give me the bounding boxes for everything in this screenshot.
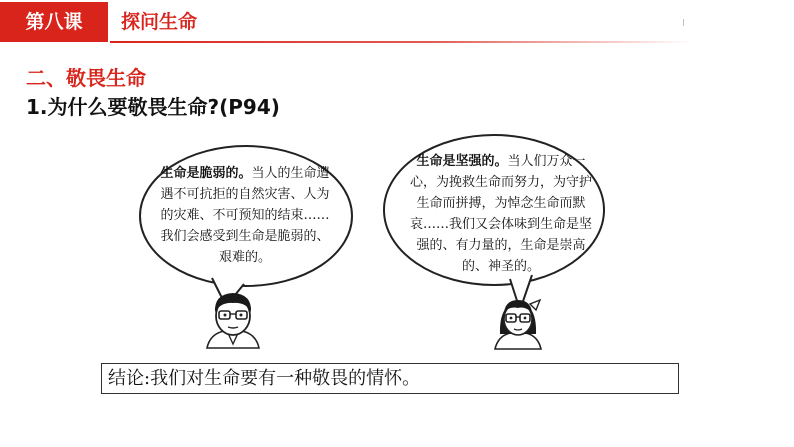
bubble-left-lead: 生命是脆弱的。 — [160, 166, 252, 181]
conclusion-box: 结论:我们对生命要有一种敬畏的情怀。 — [101, 363, 679, 394]
bubble-right-lead: 生命是坚强的。 — [416, 154, 508, 169]
bubble-right-text — [408, 151, 594, 277]
bubble-right-body: 当人们万众一心，为挽救生命而努力，为守护生命而拼搏，为悼念生命而默哀……我们又会体味到生命是坚强的、有力量的，生命是崇高的、神圣的。 — [409, 154, 592, 274]
girl-avatar — [495, 300, 541, 349]
section-heading: 二、敬畏生命 — [26, 66, 146, 90]
boy-avatar — [207, 293, 259, 348]
lesson-title: 探问生命 — [121, 11, 198, 33]
bubble-left-body: 当人的生命遭遇不可抗拒的自然灾害、人为的灾难、不可预知的结束……我们会感受到生命是脆弱的、艰难的。 — [160, 166, 330, 265]
question-heading: 1.为什么要敬畏生命?(P94) — [26, 95, 280, 119]
lesson-label: 第八课 — [0, 2, 108, 42]
bubble-left-text — [160, 163, 330, 268]
